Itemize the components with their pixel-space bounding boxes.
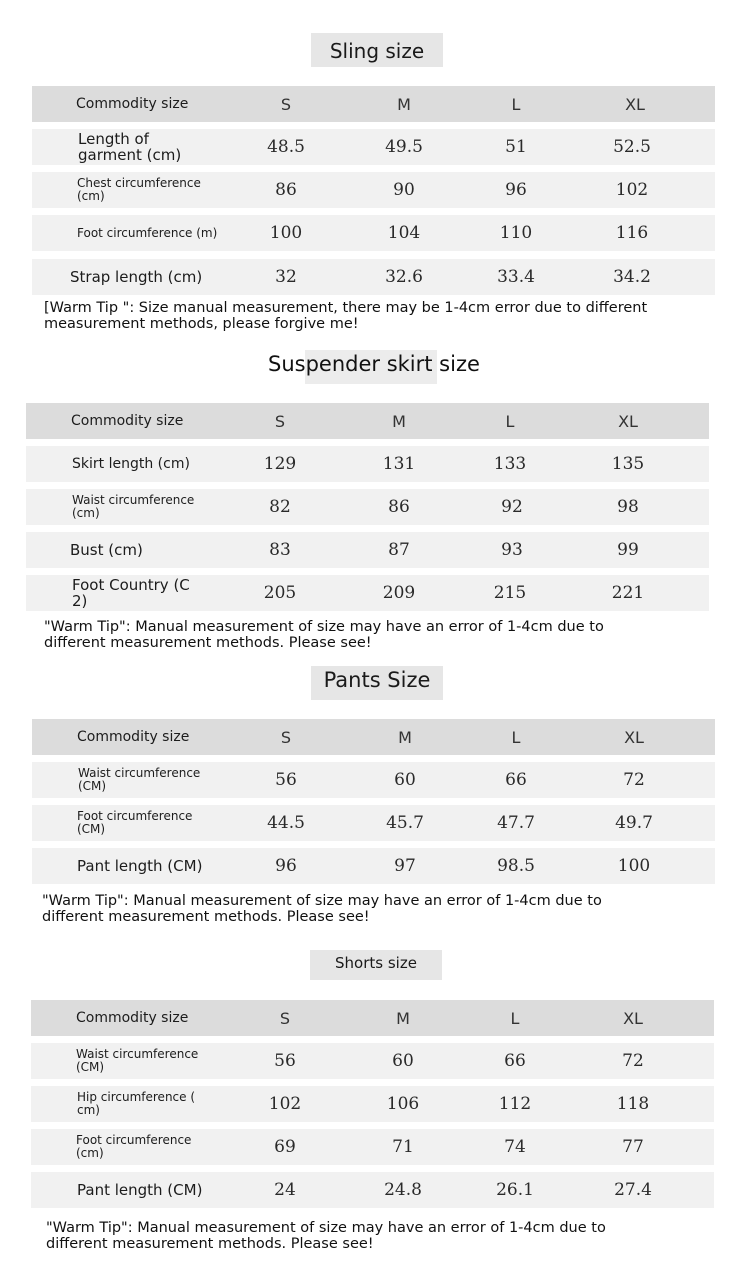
cell-m: 87 bbox=[388, 540, 410, 560]
cell-l: 66 bbox=[505, 770, 527, 790]
cell-l: 133 bbox=[493, 454, 527, 474]
cell-m: 106 bbox=[386, 1094, 420, 1114]
cell-xl: 221 bbox=[611, 583, 645, 603]
cell-m: 60 bbox=[392, 1051, 414, 1071]
cell-s: 205 bbox=[263, 583, 297, 603]
size-m: M bbox=[397, 94, 411, 114]
cell-l: 112 bbox=[498, 1094, 532, 1114]
table-row bbox=[31, 1043, 714, 1079]
size-m: M bbox=[398, 727, 412, 747]
cell-l: 215 bbox=[493, 583, 527, 603]
table-row bbox=[32, 762, 715, 798]
cell-l: 51 bbox=[505, 137, 527, 157]
cell-xl: 52.5 bbox=[613, 137, 651, 157]
row-label: Skirt length (cm) bbox=[72, 455, 190, 472]
table-row bbox=[26, 575, 709, 611]
row-label: Foot circumference (CM) bbox=[77, 809, 193, 836]
cell-l: 66 bbox=[504, 1051, 526, 1071]
cell-s: 102 bbox=[268, 1094, 302, 1114]
cell-xl: 100 bbox=[617, 856, 651, 876]
cell-s: 82 bbox=[269, 497, 291, 517]
cell-l: 74 bbox=[504, 1137, 526, 1157]
row-label: Foot circumference (m) bbox=[77, 225, 218, 240]
size-m: M bbox=[396, 1008, 410, 1028]
cell-m: 90 bbox=[393, 180, 415, 200]
size-xl: XL bbox=[618, 411, 638, 431]
sling-header-row bbox=[32, 86, 715, 122]
cell-m: 49.5 bbox=[385, 137, 423, 157]
cell-xl: 27.4 bbox=[614, 1180, 652, 1200]
size-l: L bbox=[505, 411, 515, 431]
size-l: L bbox=[511, 727, 521, 747]
table-row bbox=[31, 1086, 714, 1122]
shorts-header-row bbox=[31, 1000, 714, 1036]
skirt-header-row bbox=[26, 403, 709, 439]
cell-xl: 49.7 bbox=[615, 813, 653, 833]
cell-l: 92 bbox=[501, 497, 523, 517]
cell-xl: 116 bbox=[615, 223, 649, 243]
table-row bbox=[26, 446, 709, 482]
cell-xl: 98 bbox=[617, 497, 639, 517]
row-label: Hip circumference ( cm) bbox=[77, 1090, 196, 1117]
table-row bbox=[32, 805, 715, 841]
size-m: M bbox=[392, 411, 406, 431]
cell-xl: 99 bbox=[617, 540, 639, 560]
table-row bbox=[32, 848, 715, 884]
cell-xl: 102 bbox=[615, 180, 649, 200]
size-l: L bbox=[511, 94, 521, 114]
row-label: Pant length (CM) bbox=[77, 857, 203, 875]
sling-title: Sling size bbox=[311, 33, 443, 67]
cell-s: 56 bbox=[275, 770, 297, 790]
table-row bbox=[26, 532, 709, 568]
warm-tip: "Warm Tip": Manual measurement of size may have an error of 1-4cm due to different measurement methods. Please see! bbox=[46, 1220, 606, 1252]
pants-title: Pants Size bbox=[311, 666, 443, 700]
row-label: Waist circumference (CM) bbox=[78, 766, 201, 793]
cell-l: 98.5 bbox=[497, 856, 535, 876]
cell-l: 33.4 bbox=[497, 267, 535, 287]
cell-s: 32 bbox=[275, 267, 297, 287]
cell-xl: 77 bbox=[622, 1137, 644, 1157]
cell-xl: 72 bbox=[622, 1051, 644, 1071]
row-label: Strap length (cm) bbox=[70, 268, 203, 286]
cell-m: 32.6 bbox=[385, 267, 423, 287]
cell-l: 26.1 bbox=[496, 1180, 534, 1200]
table-row bbox=[32, 172, 715, 208]
cell-m: 24.8 bbox=[384, 1180, 422, 1200]
cell-s: 86 bbox=[275, 180, 297, 200]
cell-s: 129 bbox=[263, 454, 297, 474]
cell-s: 69 bbox=[274, 1137, 296, 1157]
cell-s: 56 bbox=[274, 1051, 296, 1071]
size-s: S bbox=[280, 727, 292, 747]
row-label: Length of garment (cm) bbox=[78, 130, 182, 164]
row-label: Waist circumference (cm) bbox=[72, 493, 195, 520]
cell-m: 71 bbox=[392, 1137, 414, 1157]
pants-header-label: Commodity size bbox=[77, 728, 190, 745]
size-s: S bbox=[274, 411, 286, 431]
cell-m: 60 bbox=[394, 770, 416, 790]
cell-s: 44.5 bbox=[267, 813, 305, 833]
size-xl: XL bbox=[623, 1008, 643, 1028]
warm-tip: "Warm Tip": Manual measurement of size may have an error of 1-4cm due to different measurement methods. Please see! bbox=[44, 619, 604, 651]
shorts-title: Shorts size bbox=[310, 950, 442, 980]
table-row bbox=[32, 215, 715, 251]
cell-s: 24 bbox=[274, 1180, 296, 1200]
size-xl: XL bbox=[625, 94, 645, 114]
cell-s: 48.5 bbox=[267, 137, 305, 157]
size-s: S bbox=[279, 1008, 291, 1028]
cell-l: 47.7 bbox=[497, 813, 535, 833]
cell-m: 209 bbox=[382, 583, 416, 603]
pants-header-row bbox=[32, 719, 715, 755]
cell-xl: 34.2 bbox=[613, 267, 651, 287]
row-label: Chest circumference (cm) bbox=[77, 176, 201, 203]
cell-m: 97 bbox=[394, 856, 416, 876]
cell-s: 83 bbox=[269, 540, 291, 560]
row-label: Pant length (CM) bbox=[77, 1181, 203, 1199]
skirt-title: Suspender skirt size bbox=[268, 352, 480, 376]
size-l: L bbox=[510, 1008, 520, 1028]
table-row bbox=[32, 129, 715, 165]
cell-l: 110 bbox=[499, 223, 533, 243]
table-row bbox=[31, 1172, 714, 1208]
warm-tip: [Warm Tip ": Size manual measurement, there may be 1-4cm error due to different measurement methods, please forgive me! bbox=[44, 300, 648, 332]
size-s: S bbox=[280, 94, 292, 114]
row-label: Bust (cm) bbox=[70, 541, 143, 559]
cell-xl: 118 bbox=[616, 1094, 650, 1114]
cell-l: 93 bbox=[501, 540, 523, 560]
cell-xl: 72 bbox=[623, 770, 645, 790]
table-row bbox=[31, 1129, 714, 1165]
sling-header-label: Commodity size bbox=[76, 95, 189, 112]
cell-m: 131 bbox=[382, 454, 416, 474]
size-xl: XL bbox=[624, 727, 644, 747]
cell-l: 96 bbox=[505, 180, 527, 200]
skirt-header-label: Commodity size bbox=[71, 412, 184, 429]
row-label: Foot circumference (cm) bbox=[76, 1133, 192, 1160]
table-row bbox=[26, 489, 709, 525]
shorts-header-label: Commodity size bbox=[76, 1009, 189, 1026]
cell-m: 104 bbox=[387, 223, 421, 243]
cell-m: 45.7 bbox=[386, 813, 424, 833]
warm-tip: "Warm Tip": Manual measurement of size may have an error of 1-4cm due to different measurement methods. Please see! bbox=[42, 893, 602, 925]
cell-m: 86 bbox=[388, 497, 410, 517]
row-label: Foot Country (C 2) bbox=[72, 576, 190, 610]
table-row bbox=[32, 259, 715, 295]
row-label: Waist circumference (CM) bbox=[76, 1047, 199, 1074]
cell-s: 96 bbox=[275, 856, 297, 876]
cell-s: 100 bbox=[269, 223, 303, 243]
cell-xl: 135 bbox=[611, 454, 645, 474]
